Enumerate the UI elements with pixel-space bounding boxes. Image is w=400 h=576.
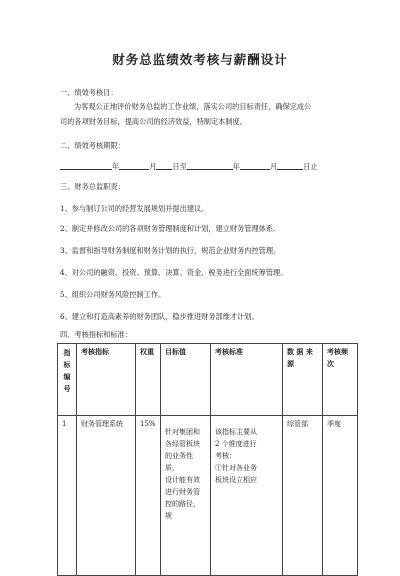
row-1-target-line-3: 的业务性质， [165, 452, 193, 472]
section-3-heading: 三、财务总监职责： [60, 182, 125, 191]
header-standard: 考核标准 [211, 344, 283, 416]
table-header-row [58, 344, 358, 416]
header-index-char-2: 标 [63, 360, 71, 369]
row-1-target-line-6: 控的路径，规 [165, 500, 200, 520]
year-blank-2[interactable] [187, 161, 233, 170]
header-indicator: 考核指标 [77, 344, 136, 416]
row-1-standard-line-3: 考核： [215, 452, 236, 460]
intro-line-2: 司的各项财务目标，提高公司的经济效益，特制定本制度。 [60, 117, 247, 126]
row-1-standard-line-4: ①针对各业务 [215, 464, 257, 472]
header-source: 数 据 来 源 [283, 344, 323, 416]
duty-item-3: 3、监督和指导财务制度和财务计划的执行，规范企业财务内控管理。 [60, 246, 281, 255]
row-1-target-line-4: 设计能有效 [165, 476, 200, 484]
row-1-source: 综管部 [283, 416, 323, 576]
header-target: 目标值 [161, 344, 211, 416]
day-label-1: 日至 [172, 162, 187, 171]
row-1-indicator: 财务管理系统 [77, 416, 136, 576]
duty-item-4: 4、对公司的融资、投资、预算、决算、资金、税务进行全面统筹管理。 [60, 268, 288, 277]
duty-item-6: 6、建立和打造高素养的财务团队，稳步推进财务部维才计划。 [60, 312, 259, 321]
month-label-2: 月 [270, 162, 278, 171]
section-1-heading: 一、绩效考核目： [60, 88, 118, 97]
header-index-char-1: 指 [63, 348, 71, 357]
kpi-table [57, 343, 358, 576]
day-blank-1[interactable] [156, 161, 172, 170]
assessment-period [60, 161, 318, 172]
section-2-heading: 二、绩效考核期限： [60, 141, 125, 150]
row-1-weight: 15% [136, 416, 161, 576]
intro-paragraph [60, 99, 350, 129]
table-row [58, 416, 358, 576]
duty-item-1: 1、参与制订公司的经营发展规划并提出建议。 [60, 204, 209, 213]
row-1-standard [211, 416, 283, 576]
month-blank-1[interactable] [119, 161, 149, 170]
month-blank-2[interactable] [240, 161, 270, 170]
row-1-target-line-1: 针对集团和 [165, 428, 200, 436]
duty-item-5: 5、组织公司财务风险控制工作。 [60, 290, 166, 299]
day-blank-2[interactable] [277, 161, 303, 170]
month-label-1: 月 [149, 162, 157, 171]
row-1-target-line-2: 各经管板块 [165, 440, 200, 448]
header-weight: 权重 [136, 344, 161, 416]
row-1-cycle: 季度 [323, 416, 358, 576]
header-index [58, 344, 77, 416]
row-1-standard-line-5: 板块设立相应 [215, 476, 257, 484]
document-title: 财务总监绩效考核与薪酬设计 [112, 52, 288, 67]
header-index-char-3: 编 [63, 372, 71, 381]
header-index-char-4: 号 [63, 384, 71, 393]
row-1-standard-line-1: 该指标主要从 [215, 428, 257, 436]
header-cycle: 考核频次 [323, 344, 358, 416]
year-blank-1[interactable] [60, 161, 112, 170]
row-1-target [161, 416, 211, 576]
section-4-heading: 四、考核指标和标准： [60, 330, 132, 339]
year-label-2: 年 [232, 162, 240, 171]
row-1-standard-line-2: 2 个维度进行 [215, 440, 257, 448]
duty-item-2: 2、制定并修改公司的各项财务管理制度和计划，建立财务管理体系. [60, 224, 276, 233]
row-1-target-line-5: 进行财务管 [165, 488, 200, 496]
intro-line-1: 为客观公正地评价财务总监的工作业绩，落实公司的目标责任，确保完成公 [74, 102, 312, 111]
day-label-2: 日止 [303, 162, 318, 171]
row-1-index: 1 [58, 416, 77, 576]
year-label-1: 年 [112, 162, 120, 171]
